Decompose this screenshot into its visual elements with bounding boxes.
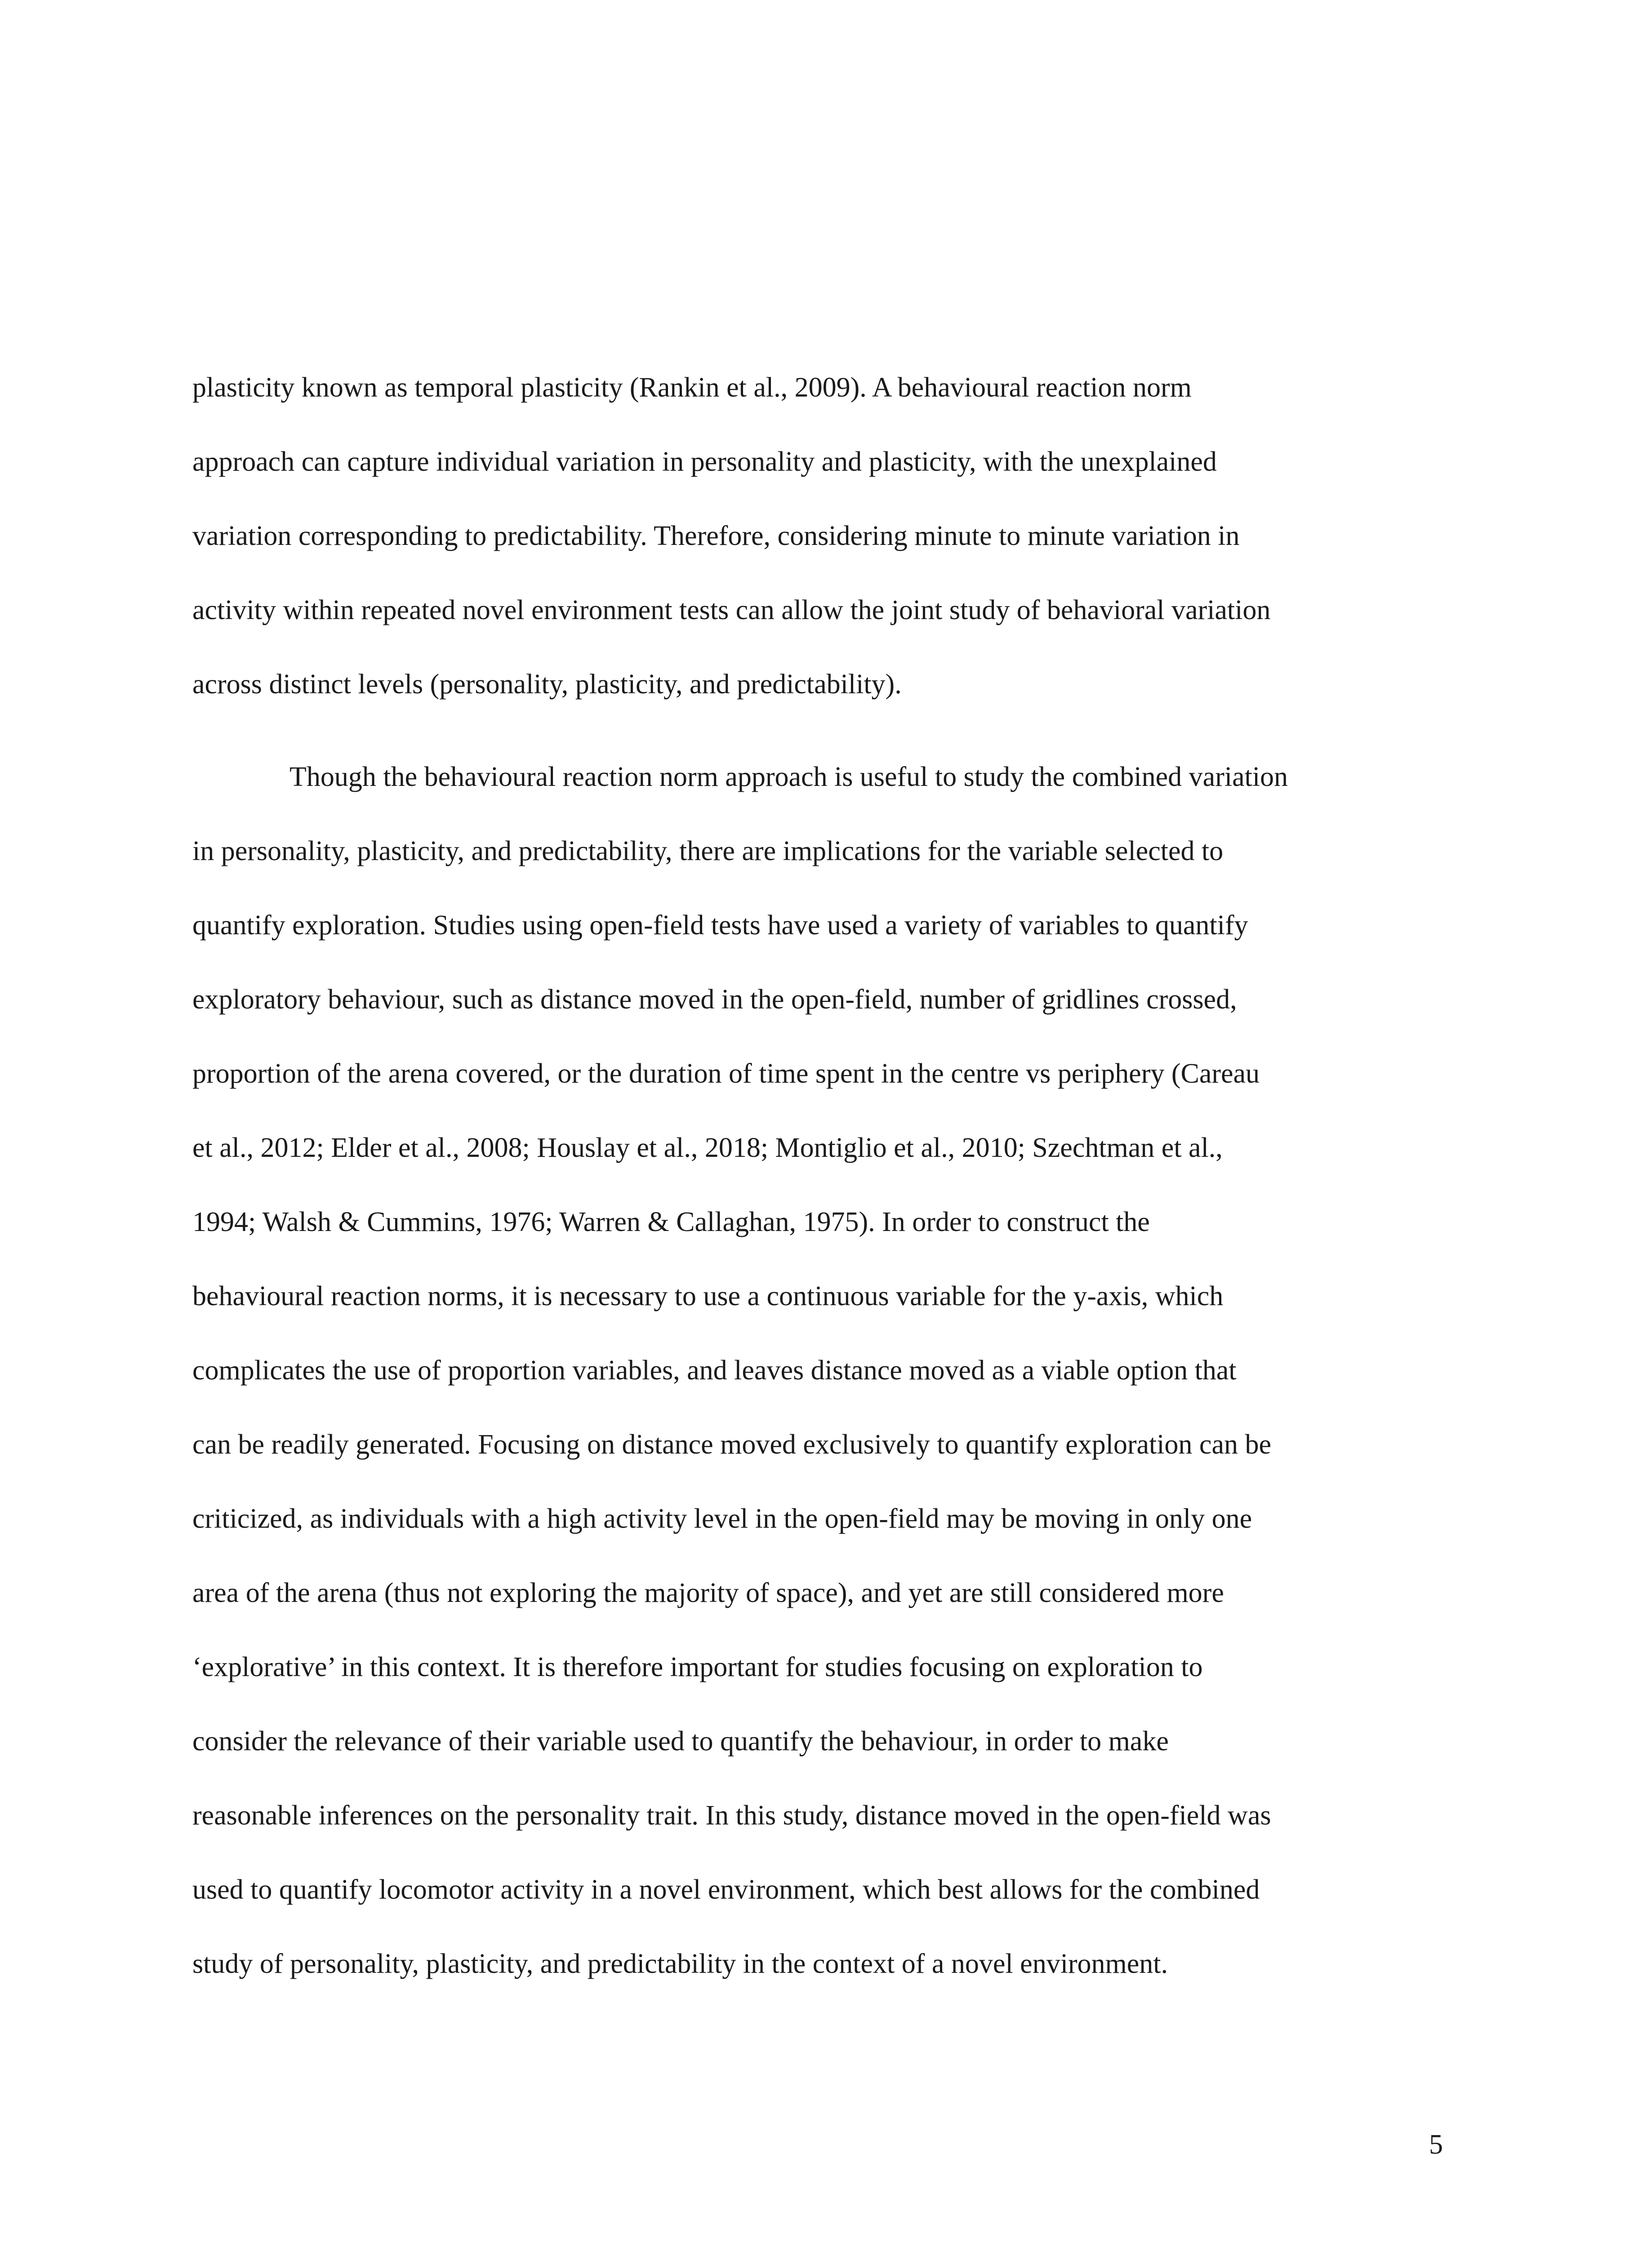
- paragraph-2-line-10: can be readily generated. Focusing on distance moved exclusively to quantify exploration can be: [192, 1429, 1271, 1460]
- paragraph-2-line-8: behavioural reaction norms, it is necessary to use a continuous variable for the y-axis, which: [192, 1281, 1224, 1311]
- paragraph-2-line-11: criticized, as individuals with a high activity level in the open-field may be moving in only one: [192, 1503, 1252, 1534]
- paragraph-2-line-2: in personality, plasticity, and predictability, there are implications for the variable selected to: [192, 836, 1224, 866]
- paragraph-2-line-3: quantify exploration. Studies using open-field tests have used a variety of variables to quantify: [192, 910, 1248, 941]
- paragraph-1-line-1: plasticity known as temporal plasticity (Rankin et al., 2009). A behavioural reaction norm: [192, 372, 1192, 403]
- paragraph-2-line-15: reasonable inferences on the personality trait. In this study, distance moved in the open-field was: [192, 1800, 1271, 1831]
- paragraph-2-line-14: consider the relevance of their variable used to quantify the behaviour, in order to make: [192, 1726, 1169, 1757]
- paragraph-1-line-2: approach can capture individual variation in personality and plasticity, with the unexplained: [192, 446, 1217, 477]
- paragraph-2-line-17: study of personality, plasticity, and predictability in the context of a novel environment.: [192, 1949, 1168, 1979]
- paragraph-1-line-5: across distinct levels (personality, plasticity, and predictability).: [192, 669, 902, 700]
- paragraph-2-line-5: proportion of the arena covered, or the duration of time spent in the centre vs periphery (Careau: [192, 1058, 1260, 1089]
- page-number: 5: [1429, 2129, 1443, 2160]
- paragraph-2-line-12: area of the arena (thus not exploring the majority of space), and yet are still considered more: [192, 1578, 1224, 1608]
- paragraph-2-line-13: ‘explorative’ in this context. It is therefore important for studies focusing on exploration to: [192, 1652, 1203, 1682]
- paragraph-1-line-3: variation corresponding to predictability. Therefore, considering minute to minute variation in: [192, 521, 1240, 551]
- paragraph-2-line-1: Though the behavioural reaction norm approach is useful to study the combined variation: [289, 762, 1288, 792]
- paragraph-2-line-6: et al., 2012; Elder et al., 2008; Houslay et al., 2018; Montiglio et al., 2010; Szechtman et al.,: [192, 1133, 1223, 1163]
- paragraph-1-line-4: activity within repeated novel environment tests can allow the joint study of behavioral variation: [192, 595, 1271, 625]
- paragraph-2-line-9: complicates the use of proportion variables, and leaves distance moved as a viable option that: [192, 1355, 1237, 1386]
- paragraph-2-line-4: exploratory behaviour, such as distance moved in the open-field, number of gridlines crossed,: [192, 984, 1237, 1015]
- paragraph-2-line-7: 1994; Walsh & Cummins, 1976; Warren & Callaghan, 1975). In order to construct the: [192, 1207, 1150, 1237]
- paragraph-2-line-16: used to quantify locomotor activity in a novel environment, which best allows for the combined: [192, 1874, 1260, 1905]
